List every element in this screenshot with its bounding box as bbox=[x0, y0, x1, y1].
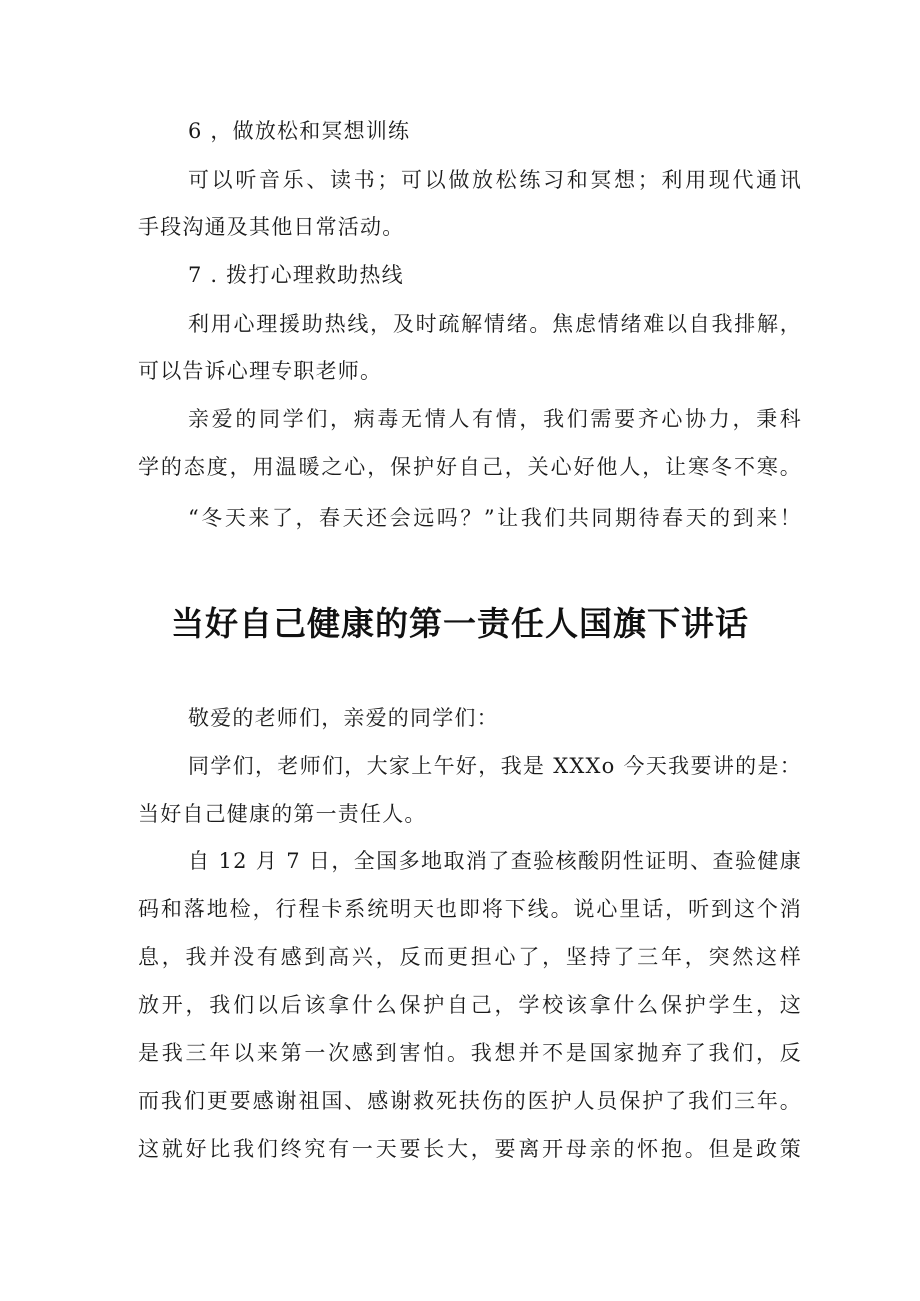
item7-body-line1: 利用心理援助热线，及时疏解情绪。焦虑情绪难以自我排解， bbox=[188, 312, 802, 336]
closing-line2: 学的态度，用温暖之心，保护好自己，关心好他人，让寒冬不寒。 bbox=[138, 455, 802, 479]
item6-heading: 6 ，做放松和冥想训练 bbox=[188, 119, 411, 143]
para1-line2: 当好自己健康的第一责任人。 bbox=[138, 802, 427, 826]
para2-line7: 这就好比我们终究有一天要长大，要离开母亲的怀抱。但是政策 bbox=[138, 1137, 802, 1161]
para2-line1: 自 12 月 7 日，全国多地取消了查验核酸阴性证明、查验健康 bbox=[188, 849, 802, 873]
para2-line6: 而我们更要感谢祖国、感谢救死扶伤的医护人员保护了我们三年。 bbox=[138, 1089, 802, 1113]
closing-line1: 亲爱的同学们，病毒无情人有情，我们需要齐心协力，秉科 bbox=[188, 407, 802, 431]
para2-line5: 是我三年以来第一次感到害怕。我想并不是国家抛弃了我们，反 bbox=[138, 1041, 802, 1065]
greeting: 敬爱的老师们，亲爱的同学们： bbox=[188, 706, 499, 730]
para2-line2: 码和落地检，行程卡系统明天也即将下线。说心里话，听到这个消 bbox=[138, 897, 802, 921]
para1-line1: 同学们，老师们，大家上午好，我是 XXXo 今天我要讲的是： bbox=[188, 754, 802, 778]
item6-body-line1: 可以听音乐、读书；可以做放松练习和冥想；利用现代通讯 bbox=[188, 168, 802, 192]
page-title: 当好自己健康的第一责任人国旗下讲话 bbox=[171, 604, 749, 643]
quote-line: “冬天来了，春天还会远吗？”让我们共同期待春天的到来！ bbox=[188, 506, 802, 530]
para2-line3: 息，我并没有感到高兴，反而更担心了，坚持了三年，突然这样 bbox=[138, 945, 802, 969]
item6-body-line2: 手段沟通及其他日常活动。 bbox=[138, 215, 405, 239]
item7-heading: 7 . 拨打心理救助热线 bbox=[188, 263, 404, 287]
para2-line4: 放开，我们以后该拿什么保护自己，学校该拿什么保护学生，这 bbox=[138, 993, 802, 1017]
item7-body-line2: 可以告诉心理专职老师。 bbox=[138, 359, 383, 383]
